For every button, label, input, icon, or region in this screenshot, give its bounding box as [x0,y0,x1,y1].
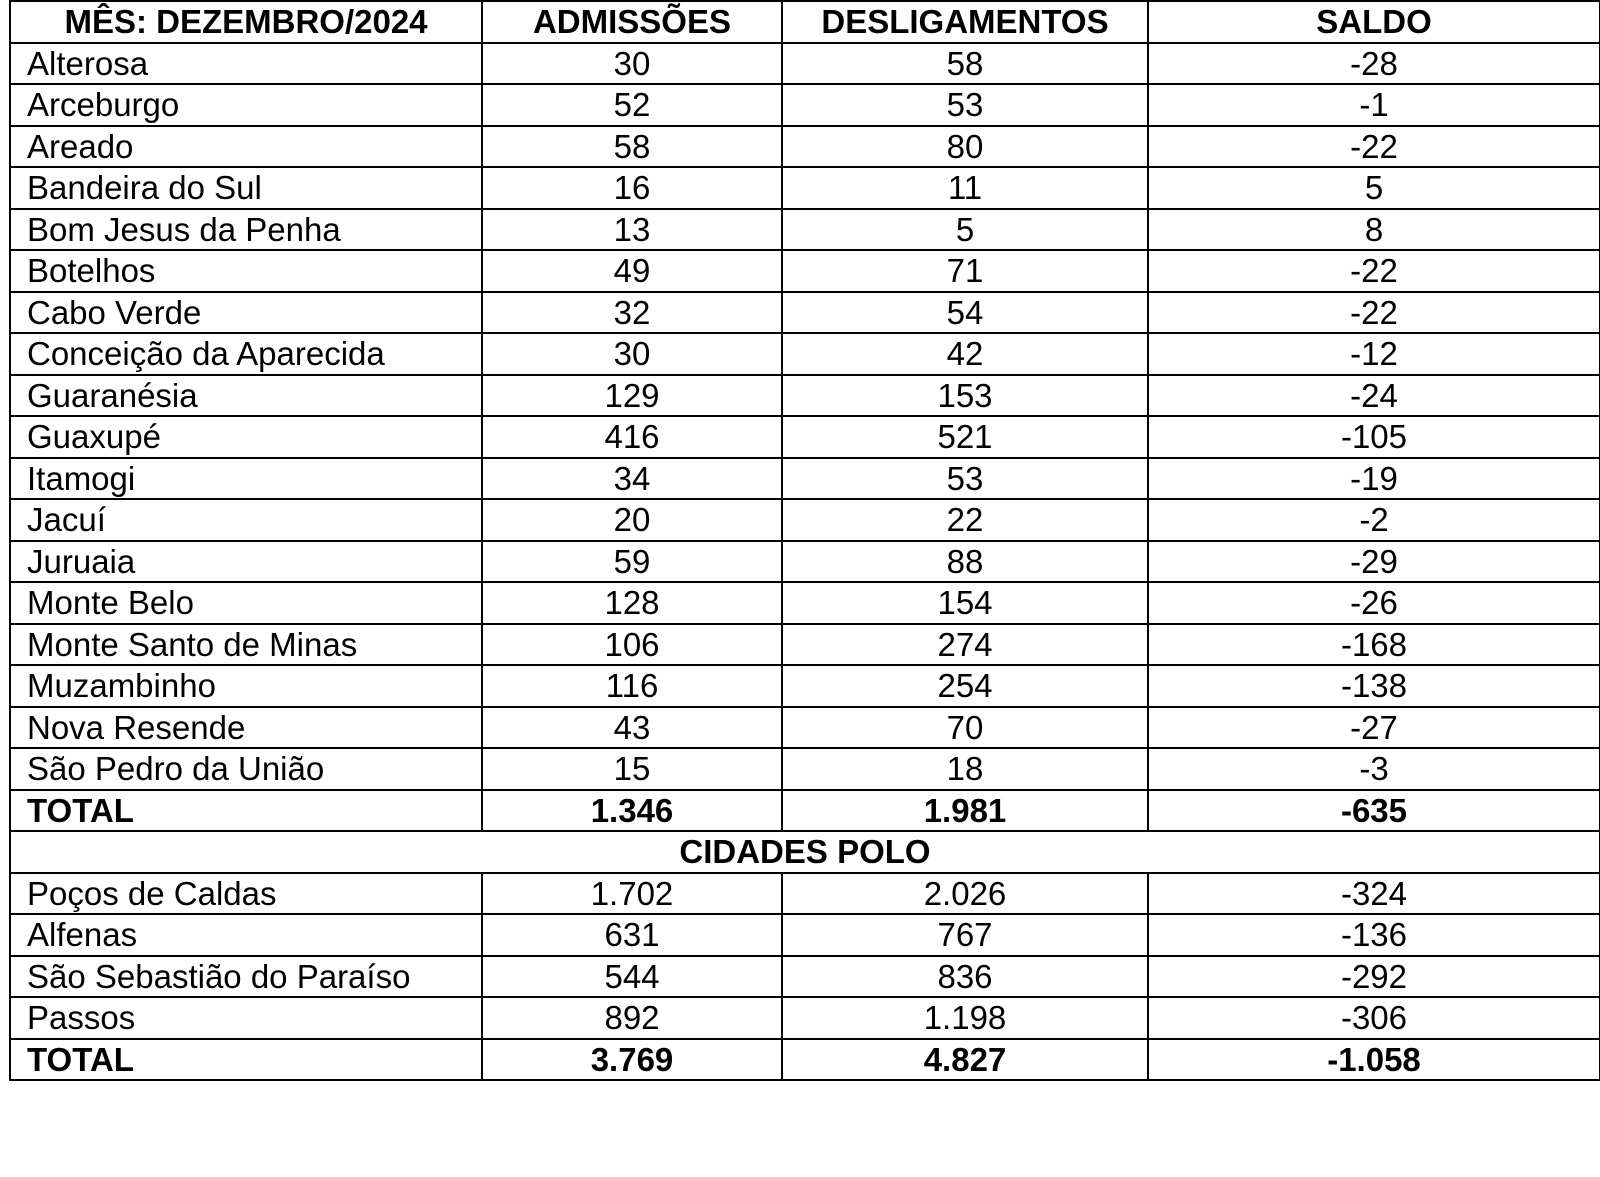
total-dismissals: 1.981 [782,790,1148,832]
balance-cell: -12 [1148,333,1600,375]
dismissals-cell: 153 [782,375,1148,417]
total-label: TOTAL [10,790,482,832]
admissions-cell: 52 [482,84,782,126]
table-row [10,458,1600,500]
table-row [10,582,1600,624]
city-cell: São Pedro da União [10,748,482,790]
table-row [10,375,1600,417]
city-cell: Monte Santo de Minas [10,624,482,666]
balance-cell: -24 [1148,375,1600,417]
admissions-cell: 106 [482,624,782,666]
dismissals-cell: 80 [782,126,1148,168]
dismissals-cell: 521 [782,416,1148,458]
balance-cell: 5 [1148,167,1600,209]
admissions-cell: 15 [482,748,782,790]
dismissals-cell: 836 [782,956,1148,998]
polo-total-label: TOTAL [10,1039,482,1081]
balance-header: SALDO [1148,1,1600,43]
dismissals-cell: 54 [782,292,1148,334]
balance-cell: -138 [1148,665,1600,707]
dismissals-cell: 70 [782,707,1148,749]
table-row [10,541,1600,583]
polo-total-balance: -1.058 [1148,1039,1600,1081]
dismissals-cell: 767 [782,914,1148,956]
balance-cell: -26 [1148,582,1600,624]
dismissals-cell: 53 [782,458,1148,500]
dismissals-cell: 42 [782,333,1148,375]
table-row [10,43,1600,85]
dismissals-cell: 11 [782,167,1148,209]
balance-cell: -168 [1148,624,1600,666]
admissions-cell: 129 [482,375,782,417]
city-cell: Guaxupé [10,416,482,458]
balance-cell: -2 [1148,499,1600,541]
balance-cell: -105 [1148,416,1600,458]
city-cell: Juruaia [10,541,482,583]
balance-cell: -19 [1148,458,1600,500]
employment-table [9,0,1600,1081]
balance-cell: -28 [1148,43,1600,85]
balance-cell: -306 [1148,997,1600,1039]
admissions-cell: 892 [482,997,782,1039]
dismissals-cell: 58 [782,43,1148,85]
balance-cell: -29 [1148,541,1600,583]
city-cell: Monte Belo [10,582,482,624]
polo-total-admissions: 3.769 [482,1039,782,1081]
total-row [10,790,1600,832]
total-balance: -635 [1148,790,1600,832]
admissions-cell: 58 [482,126,782,168]
month-header: MÊS: DEZEMBRO/2024 [10,1,482,43]
admissions-cell: 128 [482,582,782,624]
city-cell: São Sebastião do Paraíso [10,956,482,998]
table-row [10,624,1600,666]
dismissals-cell: 22 [782,499,1148,541]
city-cell: Jacuí [10,499,482,541]
balance-cell: -27 [1148,707,1600,749]
city-cell: Guaranésia [10,375,482,417]
admissions-cell: 631 [482,914,782,956]
table-row [10,499,1600,541]
table-row [10,84,1600,126]
city-cell: Alfenas [10,914,482,956]
total-admissions: 1.346 [482,790,782,832]
admissions-cell: 544 [482,956,782,998]
polo-total-dismissals: 4.827 [782,1039,1148,1081]
dismissals-cell: 5 [782,209,1148,251]
admissions-cell: 30 [482,43,782,85]
table-row [10,250,1600,292]
table-row [10,956,1600,998]
table-row [10,167,1600,209]
balance-cell: 8 [1148,209,1600,251]
dismissals-cell: 154 [782,582,1148,624]
balance-cell: -22 [1148,292,1600,334]
city-cell: Bom Jesus da Penha [10,209,482,251]
admissions-cell: 43 [482,707,782,749]
city-cell: Arceburgo [10,84,482,126]
table-row [10,997,1600,1039]
balance-cell: -324 [1148,873,1600,915]
admissions-cell: 30 [482,333,782,375]
admissions-cell: 32 [482,292,782,334]
balance-cell: -1 [1148,84,1600,126]
table-row [10,209,1600,251]
dismissals-cell: 2.026 [782,873,1148,915]
city-cell: Botelhos [10,250,482,292]
dismissals-cell: 71 [782,250,1148,292]
dismissals-cell: 274 [782,624,1148,666]
city-cell: Poços de Caldas [10,873,482,915]
balance-cell: -22 [1148,126,1600,168]
polo-section-title: CIDADES POLO [10,831,1600,873]
table-row [10,126,1600,168]
table-row [10,748,1600,790]
balance-cell: -292 [1148,956,1600,998]
dismissals-cell: 53 [782,84,1148,126]
table-row [10,333,1600,375]
city-cell: Bandeira do Sul [10,167,482,209]
city-cell: Cabo Verde [10,292,482,334]
city-cell: Conceição da Aparecida [10,333,482,375]
balance-cell: -22 [1148,250,1600,292]
polo-section-row [10,831,1600,873]
table-row [10,292,1600,334]
city-cell: Itamogi [10,458,482,500]
table-row [10,707,1600,749]
polo-total-row [10,1039,1600,1081]
admissions-cell: 1.702 [482,873,782,915]
admissions-cell: 49 [482,250,782,292]
admissions-cell: 13 [482,209,782,251]
city-cell: Nova Resende [10,707,482,749]
city-cell: Muzambinho [10,665,482,707]
table-row [10,873,1600,915]
table-row [10,914,1600,956]
city-cell: Passos [10,997,482,1039]
dismissals-cell: 88 [782,541,1148,583]
table-row [10,416,1600,458]
table-row [10,665,1600,707]
admissions-cell: 59 [482,541,782,583]
admissions-cell: 416 [482,416,782,458]
dismissals-cell: 18 [782,748,1148,790]
balance-cell: -3 [1148,748,1600,790]
city-cell: Alterosa [10,43,482,85]
dismissals-cell: 1.198 [782,997,1148,1039]
balance-cell: -136 [1148,914,1600,956]
admissions-cell: 16 [482,167,782,209]
dismissals-cell: 254 [782,665,1148,707]
admissions-header: ADMISSÕES [482,1,782,43]
admissions-cell: 116 [482,665,782,707]
header-row [10,1,1600,43]
admissions-cell: 20 [482,499,782,541]
admissions-cell: 34 [482,458,782,500]
dismissals-header: DESLIGAMENTOS [782,1,1148,43]
city-cell: Areado [10,126,482,168]
